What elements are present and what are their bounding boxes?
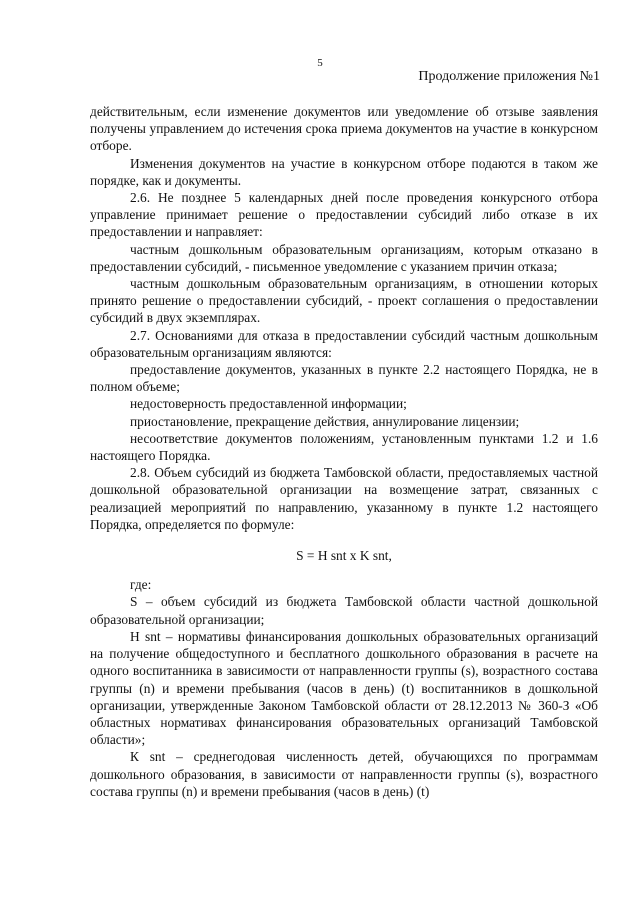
formula-where: где: [130,577,152,593]
list-item: несоответствие документов положениям, установленным пунктами 1.2 и 1.6 настоящего Порядка. [90,430,598,464]
definition-s: S – объем субсидий из бюджета Тамбовской области частной дошкольной образовательной организации; [90,594,598,627]
list-item: недостоверность предоставленной информации; [130,396,407,412]
paragraph: Изменения документов на участие в конкурсном отборе подаются в таком же порядке, как и документы. [90,155,598,188]
clause-2-8: 2.8. Объем субсидий из бюджета Тамбовской области, предоставляемых частной дошкольной образовательной организации на возмещение затрат, связанных с реализацией мероприятий по направлению, указанному в пункте 1.2 настоящего Порядка, определяется по формуле: [90,465,598,532]
page-number: 5 [317,57,323,69]
document-body [90,103,598,800]
list-item: предоставление документов, указанных в пункте 2.2 настоящего Порядка, не в полном объеме; [90,362,598,395]
list-item: частным дошкольным образовательным организациям, которым отказано в предоставлении субсидий, - письменное уведомление с указанием причин отказа; [90,241,598,274]
paragraph-continuation: действительным, если изменение документов или уведомление об отзыве заявления получены управлением до истечения срока приема документов на участие в конкурсном отборе. [90,104,598,154]
clause-2-6: 2.6. Не позднее 5 календарных дней после проведения конкурсного отбора управление принимает решение о предоставлении субсидий либо отказе в их предоставлении и направляет: [90,190,598,240]
list-item: приостановление, прекращение действия, аннулирование лицензии; [130,413,520,429]
list-item: частным дошкольным образовательным организациям, в отношении которых принято решение о предоставлении субсидий, - проект соглашения о предоставлении субсидий в двух экземплярах. [90,276,598,326]
definition-k-snt: К snt – среднегодовая численность детей, обучающихся по программам дошкольного образования, в зависимости от направленности группы (s), возрастного состава группы (n) и времени пребывания (часов в день) (t) [90,749,598,799]
clause-2-7: 2.7. Основаниями для отказа в предоставлении субсидий частным дошкольным образовательным организациям являются: [90,327,598,360]
formula: S = H snt x K snt, [296,548,392,564]
definition-h-snt: H snt – нормативы финансирования дошкольных образовательных организаций на получение общедоступного и бесплатного дошкольного образования в расчете на одного воспитанника в зависимости от направленности группы (s), возрастного состава группы (n) и времени пребывания (часов в день) (t) воспитанников в дошкольной организации, утвержденные Законом Тамбовской области от 28.12.2013 № 360-З «Об областных нормативах финансирования образовательных организаций Тамбовской области»; [90,628,598,748]
appendix-header: Продолжение приложения №1 [418,69,600,84]
